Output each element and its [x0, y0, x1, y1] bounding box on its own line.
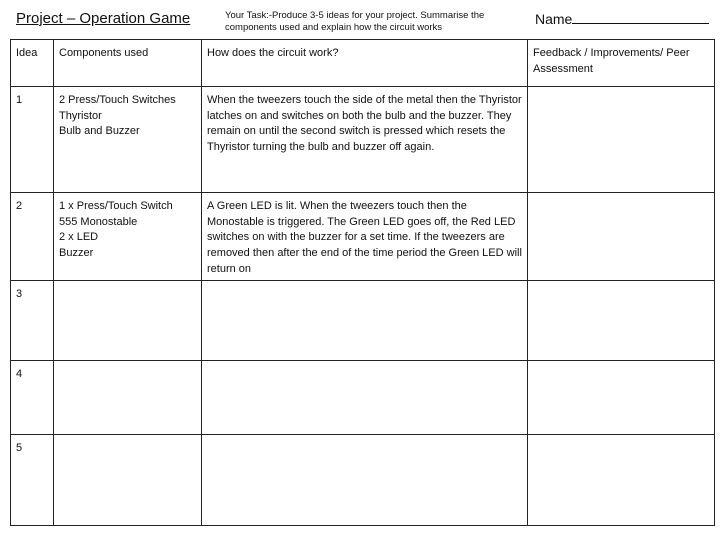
how-cell[interactable]: When the tweezers touch the side of the metal then the Thyristor latches on and switches on both the bulb and the buzzer. They remain on until the second switch is pressed which resets the Thyristor turning the bulb and buzzer off again.: [202, 87, 528, 193]
feedback-cell[interactable]: [528, 193, 715, 281]
components-cell[interactable]: 1 x Press/Touch Switch 555 Monostable 2 x LED Buzzer: [54, 193, 202, 281]
components-cell[interactable]: 2 Press/Touch Switches Thyristor Bulb and Buzzer: [54, 87, 202, 193]
name-field[interactable]: [535, 10, 709, 27]
header-how: How does the circuit work?: [202, 40, 528, 87]
table-row: [11, 87, 715, 193]
feedback-cell[interactable]: [528, 434, 715, 525]
how-cell[interactable]: [202, 434, 528, 525]
page-title: Project – Operation Game: [16, 10, 191, 27]
header-idea: Idea: [11, 40, 54, 87]
name-label: Name: [535, 11, 573, 27]
table-row: [11, 280, 715, 360]
header-feedback: Feedback / Improvements/ Peer Assessment: [528, 40, 715, 87]
ideas-table: [10, 39, 715, 526]
header-components: Components used: [54, 40, 202, 87]
feedback-cell[interactable]: [528, 360, 715, 434]
idea-number: 4: [11, 360, 54, 434]
task-instructions: Your Task:-Produce 3-5 ideas for your project. Summarise the components used and explain how the circuit works: [225, 10, 485, 33]
table-row: [11, 193, 715, 281]
idea-number: 1: [11, 87, 54, 193]
components-cell[interactable]: [54, 360, 202, 434]
how-cell[interactable]: A Green LED is lit. When the tweezers touch then the Monostable is triggered. The Green LED goes off, the Red LED switches on with the buzzer for a set time. If the tweezers are removed then after the end of the time period the Green LED will return on: [202, 193, 528, 281]
feedback-cell[interactable]: [528, 280, 715, 360]
name-line[interactable]: [572, 10, 709, 24]
idea-number: 3: [11, 280, 54, 360]
idea-number: 5: [11, 434, 54, 525]
how-cell[interactable]: [202, 360, 528, 434]
table-header-row: [11, 40, 715, 87]
table-row: [11, 360, 715, 434]
components-cell[interactable]: [54, 434, 202, 525]
table-row: [11, 434, 715, 525]
how-cell[interactable]: [202, 280, 528, 360]
components-cell[interactable]: [54, 280, 202, 360]
idea-number: 2: [11, 193, 54, 281]
feedback-cell[interactable]: [528, 87, 715, 193]
